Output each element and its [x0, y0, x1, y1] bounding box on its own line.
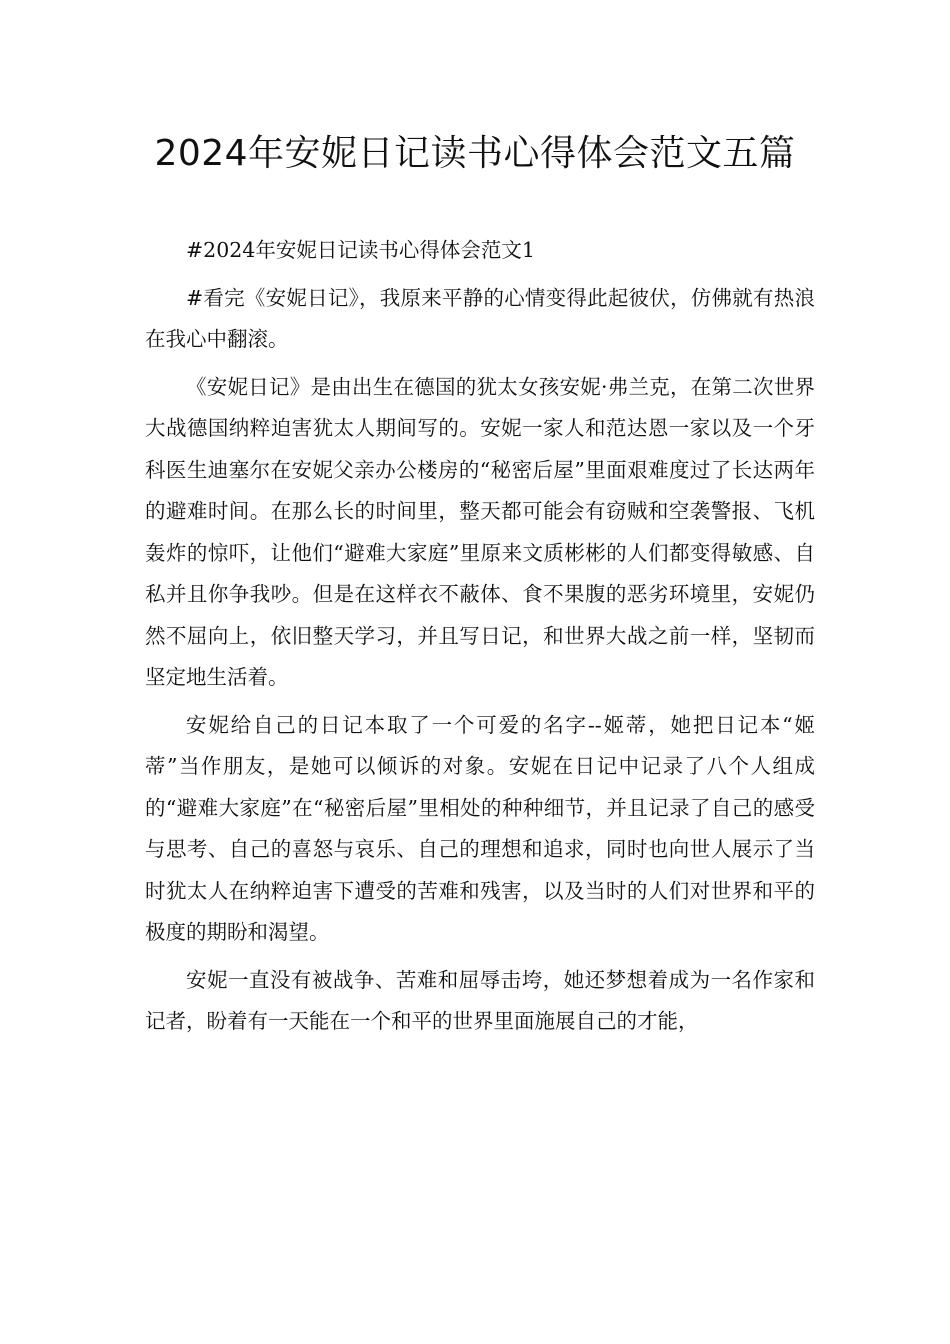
paragraph: 《安妮日记》是由出生在德国的犹太女孩安妮·弗兰克，在第二次世界大战德国纳粹迫害犹太人期间写的。安妮一家人和范达恩一家以及一个牙科医生迪塞尔在安妮父亲办公楼房的“秘密后屋”里面艰难度过了长达两年的避难时间。在那么长的时间里，整天都可能会有窃贼和空袭警报、飞机轰炸的惊吓，让他们“避难大家庭”里原来文质彬彬的人们都变得敏感、自私并且你争我吵。但是在这样衣不蔽体、食不果腹的恶劣环境里，安妮仍然不屈向上，依旧整天学习，并且写日记，和世界大战之前一样，坚韧而坚定地生活着。 [145, 374, 815, 689]
document-body [145, 230, 815, 1049]
paragraph: 安妮一直没有被战争、苦难和屈辱击垮，她还梦想着成为一名作家和记者，盼着有一天能在一个和平的世界里面施展自己的才能， [145, 967, 815, 1033]
paragraph: #看完《安妮日记》，我原来平静的心情变得此起彼伏，仿佛就有热浪在我心中翻滚。 [145, 285, 815, 351]
document-title: 2024年安妮日记读书心得体会范文五篇 [154, 133, 796, 174]
paragraph-section-heading: #2024年安妮日记读书心得体会范文1 [186, 238, 535, 262]
paragraph: 安妮给自己的日记本取了一个可爱的名字--姬蒂，她把日记本“姬蒂”当作朋友，是她可以倾诉的对象。安妮在日记中记录了八个人组成的“避难大家庭”在“秘密后屋”里相处的种种细节，并且记录了自己的感受与思考、自己的喜怒与哀乐、自己的理想和追求，同时也向世人展示了当时犹太人在纳粹迫害下遭受的苦难和残害，以及当时的人们对世界和平的极度的期盼和渴望。 [145, 712, 815, 944]
